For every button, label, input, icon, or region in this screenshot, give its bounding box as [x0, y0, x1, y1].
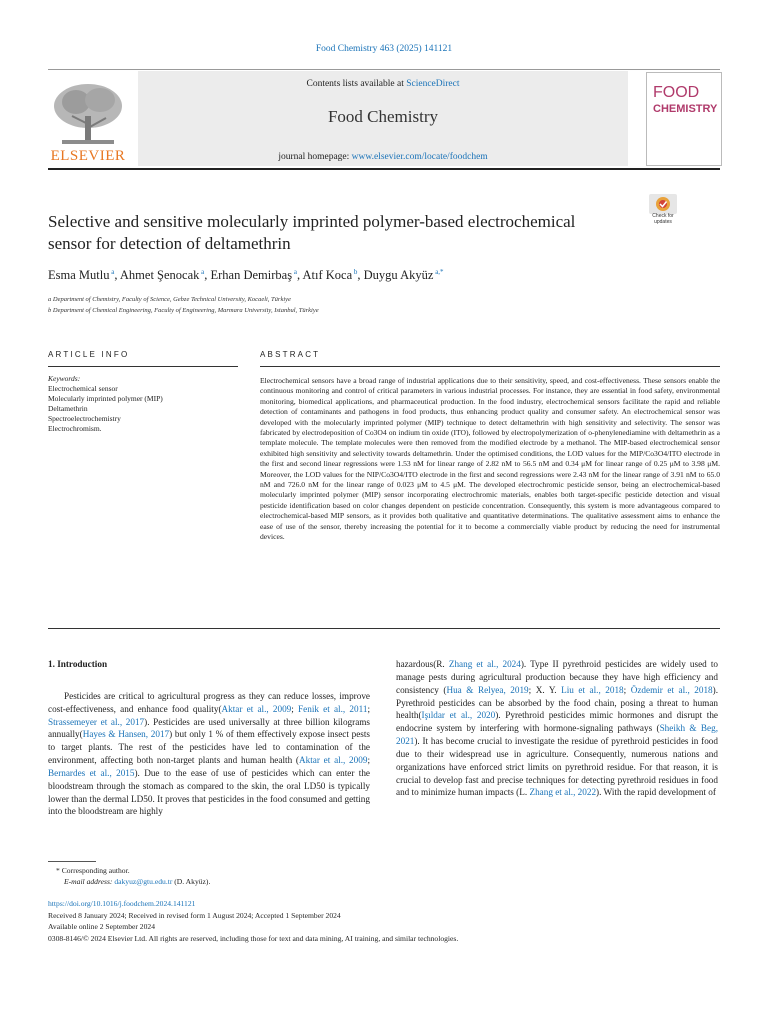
keywords-label: Keywords: [48, 374, 81, 383]
body-text: ; [623, 684, 631, 695]
abstract-text: Electrochemical sensors have a broad range of industrial applications due to their sensitivity, speed, and cost-effectiveness. These sensors enable the continuous monitoring and control of critical parameters in various industrial processes. For instance, they are essential in food safety, environmental monitoring, biomedical applications, and pharmaceutical production. In the food industry, electrochemical sensors facilitate the rapid and reliable detection of contaminants and pathogens in food products, thus enhancing product quality and consumer safety. An electrochemical sensor was developed with the molecularly imprinted polymer (MIP) technique to detect deltamethrin with high sensitivity and selectivity. The sensor was fabricated by electrodeposition of Co3O4 on indium tin oxide (ITO), followed by electropolymerization of o-phenylenediamine with deltamethrin as a template molecule. The template molecules were then removed from the modified electrode by a methanol. The MIP-based electrochemical sensor exhibited high sensitivity and selectivity towards deltamethrin. Under the optimised conditions, the LOD values for the MIP/Co3O4/ITO electrode in the first and second linear regressions were 1.53 nM for linear range of 2.82 nM to 56.5 nM and 0.34 μM for linear range of 0.25 μM to 3.98 μM. Moreover, the LOD values for the NIP/Co3O4/ITO electrode in the first and second regressions were 2.43 nM for the linear range of 3.91 nM to 65.0 nM and 726.0 nM for the linear range of 0.023 μM to 4.5 μM. The developed electrochromic pesticide sensor, being an electrochemical-based molecularly imprinted polymer (MIP) sensor incorporating electrochromic materials, enables both target-specific pesticide detection and visual pesticide identification based on color changes dependent on pesticide concentration. Consequently, this system is more advantageous compared to electrochemical-based MIP sensors, as it provides both qualitative and quantitative determinations. The qualitative assessment aims to enhance the ease of use of the sensor, thereby increasing the potential for it to become a commercially viable product by reducing the need for instrumental devices. [260, 376, 720, 542]
author-affiliation-marker[interactable]: b [352, 268, 358, 276]
doi-link[interactable]: https://doi.org/10.1016/j.foodchem.2024.141121 [48, 899, 196, 908]
corresponding-author-note: * Corresponding author. [56, 866, 130, 875]
abstract-heading: ABSTRACT [260, 350, 321, 359]
article-info-heading: ARTICLE INFO [48, 350, 130, 359]
footnote-rule [48, 861, 96, 862]
journal-reference[interactable]: Food Chemistry 463 (2025) 141121 [315, 44, 453, 54]
abstract-bottom-rule [48, 628, 720, 629]
cover-title-chemistry: CHEMISTRY [653, 103, 718, 115]
check-updates-label: Check for updates [652, 213, 674, 225]
email-label: E-mail address: [64, 877, 115, 886]
check-updates-icon [645, 194, 681, 214]
keyword-item: Electrochromism. [48, 424, 102, 433]
body-text: ; [367, 703, 371, 714]
footnote [48, 865, 728, 887]
body-text: ). Type II pyrethroid pesticides are widely used to manage pests during agricultural production because they have high efficiency and consistency ( [396, 659, 718, 695]
body-text: ) but only 1 % of them effectively expose insect pests to target plants. The rest of the pesticides have led to contamination of the environment, affecting both non-target plants and human health ( [48, 729, 370, 766]
citation-link[interactable]: Aktar et al., 2009 [221, 703, 292, 714]
citation-link[interactable]: Liu et al., 2018 [561, 684, 624, 695]
intro-heading: 1. Introduction [48, 659, 108, 669]
body-text: ; [367, 755, 370, 766]
citation-link[interactable]: Aktar et al., 2009 [298, 755, 368, 766]
citation-link[interactable]: Zhang et al., 2022 [529, 787, 597, 798]
cover-title-food: FOOD [653, 84, 700, 101]
journal-name: Food Chemistry [327, 107, 439, 126]
article-footer [48, 898, 728, 944]
author-affiliation-marker[interactable]: a [109, 268, 115, 276]
homepage-link[interactable]: www.elsevier.com/locate/foodchem [351, 152, 488, 162]
affiliation-b: b Department of Chemical Engineering, Faculty of Engineering, Marmara University, Istanbul, Türkiye [48, 307, 319, 314]
citation-link[interactable]: Sheikh & Beg, 2021 [396, 723, 719, 747]
author-list: Esma Mutlu $^a$, Ahmet Şenocak $^a$, Erhan Demirbaş $^a$, Atıf Koca $^b$, Duygu Akyüz $^{a,*}$ [48, 268, 444, 283]
citation-link[interactable]: Strassemeyer et al., 2017 [48, 716, 145, 727]
journal-header-box [138, 71, 628, 166]
contents-line [138, 79, 628, 89]
keyword-item: Electrochemical sensor [48, 384, 118, 393]
keyword-item: Deltamethrin [48, 404, 88, 413]
keyword-item: Spectroelectrochemistry [48, 414, 121, 423]
author-name: Ahmet Şenocak [119, 268, 200, 283]
body-text: ). Due to the ease of use of pesticides which can enter the bloodstream through the stomach as compared to the skin, the oral LD50 is typically lower than the dermal LD50. It proves that pesticides in the food consumed and getting into the bloodstream are highly [48, 767, 370, 817]
author-name: Erhan Demirbaş [210, 268, 293, 283]
article-title: Selective and sensitive molecularly imprinted polymer-based electrochemical sensor for detection of deltamethrin [48, 212, 576, 253]
citation-link[interactable]: Zhang et al., 2024 [448, 659, 521, 669]
intro-left-column [48, 658, 370, 818]
journal-homepage-line [138, 152, 628, 162]
body-text: ). Pesticides are used universally at three billion kilograms annually( [48, 716, 370, 740]
body-text: ; X. Y. [528, 684, 562, 695]
intro-right-column [396, 658, 718, 799]
author-affiliation-marker[interactable]: a [292, 268, 297, 276]
citation-link[interactable]: Hayes & Hansen, 2017 [82, 729, 170, 740]
journal-cover-thumbnail[interactable] [646, 72, 722, 166]
email-link[interactable]: dakyuz@gtu.edu.tr [114, 877, 173, 886]
author-affiliation-marker[interactable]: a,* [433, 268, 444, 276]
intro-left-paragraph [48, 690, 370, 818]
body-text: ; [291, 703, 299, 714]
contents-prefix: Contents lists available at [306, 79, 407, 89]
citation-link[interactable]: Fenik et al., 2011 [298, 703, 368, 714]
body-text: ). With the rapid development of [596, 787, 716, 798]
header-bottom-rule [48, 168, 720, 170]
body-text: ). Pyrethroid pesticides mimic hormones and disrupt the endocrine system by interfering with hormone-signaling pathways ( [396, 710, 719, 734]
available-online: Available online 2 September 2024 [48, 922, 155, 931]
intro-right-paragraph [396, 658, 718, 799]
received-dates: Received 8 January 2024; Received in revised form 1 August 2024; Accepted 1 September 2024 [48, 910, 341, 920]
citation-link[interactable]: Özdemir et al., 2018 [630, 684, 713, 695]
body-text: Pesticides are critical to agricultural progress as they can reduce losses, improve cost-effectiveness, and enhance food quality( [48, 690, 370, 714]
check-for-updates-badge[interactable] [645, 194, 681, 228]
citation-link[interactable]: Bernardes et al., 2015 [48, 767, 135, 778]
header-top-rule [48, 69, 720, 70]
citation-link[interactable]: Hua & Relyea, 2019 [446, 684, 529, 695]
author-name: Atıf Koca [302, 268, 353, 283]
affiliation-a: a Department of Chemistry, Faculty of Science, Gebze Technical University, Kocaeli, Türkiye [48, 296, 291, 303]
homepage-prefix: journal homepage: [278, 152, 352, 162]
author-name: Duygu Akyüz [363, 268, 434, 283]
keywords-block [48, 374, 238, 434]
email-line [48, 876, 728, 887]
keyword-item: Molecularly imprinted polymer (MIP) [48, 394, 163, 403]
citation-link[interactable]: Işıldar et al., 2020 [421, 710, 496, 721]
abstract-rule [260, 366, 720, 367]
body-text: ). Pyrethroid pesticides can be absorbed by the food chain, posing a threat to human health( [396, 684, 719, 721]
copyright-line: 0308-8146/© 2024 Elsevier Ltd. All rights are reserved, including those for text and data mining, AI training, and similar technologies. [48, 933, 459, 943]
author-name: Esma Mutlu [48, 268, 110, 283]
sciencedirect-link[interactable]: ScienceDirect [406, 79, 460, 89]
email-suffix: (D. Akyüz). [172, 877, 211, 886]
author-affiliation-marker[interactable]: a [199, 268, 205, 276]
body-text: hazardous(R. [396, 659, 449, 669]
article-info-rule [48, 366, 238, 367]
elsevier-wordmark: ELSEVIER [50, 148, 126, 164]
body-text: ). It has become crucial to investigate the residue of pyrethroid pesticides in food due to their widespread use in agriculture. Consequently, numerous nations and organizations have enforced strict limits on pyrethroid residue. For that reason, it is crucial to develop fast and precise techniques for detecting pyrethroid residues in food and to minimize human impacts (L. [396, 736, 718, 798]
